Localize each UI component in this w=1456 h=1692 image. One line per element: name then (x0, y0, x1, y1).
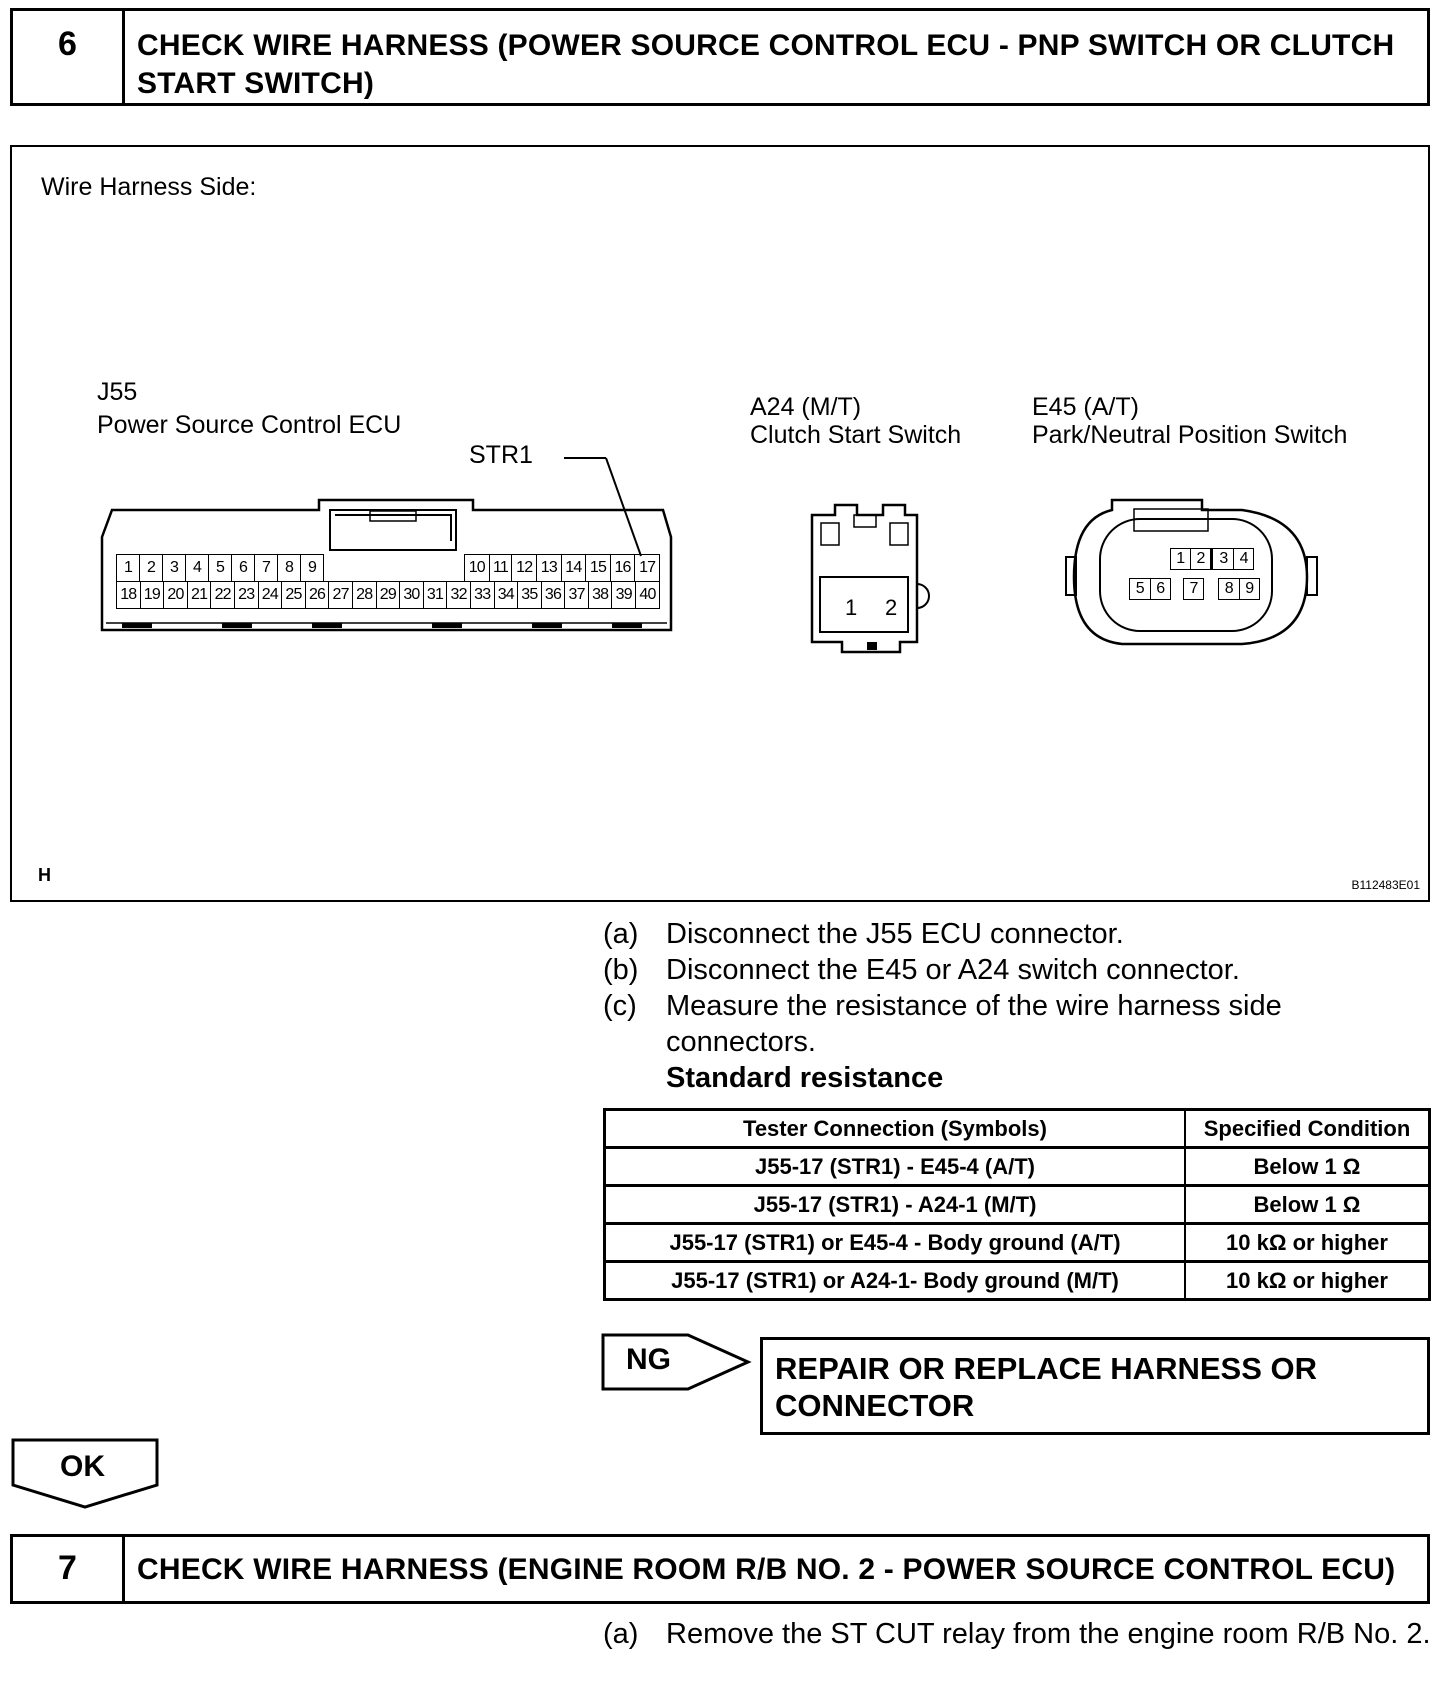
table-header-row (605, 1110, 1430, 1148)
a24-pin-1: 1 (845, 595, 858, 620)
pin: 9 (1239, 579, 1260, 600)
step-title: CHECK WIRE HARNESS (POWER SOURCE CONTROL ECU - PNP SWITCH OR CLUTCH START SWITCH) (137, 29, 1395, 100)
pin: 24 (258, 582, 282, 609)
procedure-label: (a) (603, 918, 639, 950)
pin-str1: 17 (635, 555, 660, 582)
pin: 29 (376, 582, 400, 609)
table-cell: J55-17 (STR1) or E45-4 - Body ground (A/T) (605, 1224, 1186, 1262)
connector-outlines (12, 147, 1428, 900)
ng-arrow-icon (600, 1332, 752, 1394)
a24-name: Clutch Start Switch (750, 421, 962, 449)
figure-id: B112483E01 (1351, 878, 1420, 892)
corner-mark: H (38, 865, 51, 885)
table-row (605, 1186, 1430, 1224)
table-row (605, 1148, 1430, 1186)
pin: 40 (636, 582, 660, 609)
pin: 10 (465, 555, 490, 582)
standard-resistance-heading: Standard resistance (666, 1062, 944, 1094)
pin: 11 (489, 555, 512, 582)
pin: 18 (117, 582, 141, 609)
e45-bottom-pins-b (1183, 578, 1204, 600)
table-cell: J55-17 (STR1) - E45-4 (A/T) (605, 1148, 1186, 1186)
pin: 31 (423, 582, 447, 609)
pin: 15 (586, 555, 611, 582)
pin: 3 (1212, 549, 1234, 570)
procedure-label: (c) (603, 990, 637, 1022)
table-cell: J55-17 (STR1) - A24-1 (M/T) (605, 1186, 1186, 1224)
table-cell: Below 1 Ω (1185, 1148, 1430, 1186)
pin: 8 (278, 555, 301, 582)
pin: 27 (329, 582, 353, 609)
pin: 5 (209, 555, 232, 582)
ok-label: OK (60, 1450, 105, 1483)
procedure-text: Remove the ST CUT relay from the engine room R/B No. 2. (666, 1618, 1431, 1650)
procedure-label: (b) (603, 954, 639, 986)
e45-bottom-pins-a (1129, 578, 1171, 600)
j55-pin-row-1-left (116, 554, 324, 582)
pin: 1 (1171, 549, 1191, 570)
e45-name: Park/Neutral Position Switch (1032, 421, 1348, 449)
ng-label: NG (626, 1343, 671, 1376)
ng-result-box: REPAIR OR REPLACE HARNESS OR CONNECTOR (760, 1337, 1430, 1435)
pin: 13 (537, 555, 562, 582)
pin: 37 (565, 582, 589, 609)
a24-pin-2: 2 (885, 595, 898, 620)
e45-top-pins (1170, 548, 1254, 570)
pin: 34 (494, 582, 518, 609)
j55-pin-row-1-right (464, 554, 660, 582)
pin: 33 (470, 582, 494, 609)
step-title: CHECK WIRE HARNESS (ENGINE ROOM R/B NO. 2 - POWER SOURCE CONTROL ECU) (137, 1553, 1396, 1586)
pin: 20 (164, 582, 188, 609)
pin: 39 (612, 582, 636, 609)
procedure-text: Disconnect the E45 or A24 switch connector. (666, 954, 1240, 986)
pin: 14 (561, 555, 586, 582)
pin: 5 (1130, 579, 1151, 600)
table-cell: Below 1 Ω (1185, 1186, 1430, 1224)
table-cell: 10 kΩ or higher (1185, 1224, 1430, 1262)
step-number: 6 (13, 11, 125, 103)
str1-label: STR1 (469, 441, 533, 469)
step-7-header (10, 1534, 1430, 1604)
step-6-header (10, 8, 1430, 106)
pin: 21 (187, 582, 211, 609)
pin: 1 (117, 555, 140, 582)
pin: 23 (234, 582, 258, 609)
procedure-text: Measure the resistance of the wire harness side connectors. (666, 990, 1282, 1058)
procedure-text: Disconnect the J55 ECU connector. (666, 918, 1124, 950)
pin: 9 (301, 555, 324, 582)
connector-illustration (10, 145, 1430, 902)
pin: 30 (400, 582, 424, 609)
pin: 38 (588, 582, 612, 609)
pin: 16 (610, 555, 635, 582)
pin: 19 (140, 582, 164, 609)
e45-bottom-pins-c (1218, 578, 1260, 600)
pin: 7 (1184, 579, 1204, 600)
pin: 4 (186, 555, 209, 582)
resistance-table (603, 1108, 1431, 1301)
a24-code: A24 (M/T) (750, 393, 862, 421)
j55-pin-row-2 (116, 581, 660, 609)
pin: 35 (518, 582, 542, 609)
pin: 22 (211, 582, 235, 609)
j55-code: J55 (97, 378, 138, 406)
pin: 2 (1190, 549, 1212, 570)
table-cell: 10 kΩ or higher (1185, 1262, 1430, 1300)
table-row (605, 1262, 1430, 1300)
procedure-label: (a) (603, 1618, 639, 1650)
e45-code: E45 (A/T) (1032, 393, 1139, 421)
step-number: 7 (13, 1537, 125, 1601)
j55-name: Power Source Control ECU (97, 411, 402, 439)
wire-harness-side-label: Wire Harness Side: (41, 173, 257, 201)
table-row (605, 1224, 1430, 1262)
table-cell: J55-17 (STR1) or A24-1- Body ground (M/T) (605, 1262, 1186, 1300)
pin: 4 (1234, 549, 1254, 570)
pin: 32 (447, 582, 471, 609)
pin: 7 (255, 555, 278, 582)
pin: 28 (352, 582, 376, 609)
pin: 8 (1219, 579, 1240, 600)
pin: 26 (305, 582, 329, 609)
column-header: Tester Connection (Symbols) (605, 1110, 1186, 1148)
pin: 2 (140, 555, 163, 582)
pin: 25 (282, 582, 306, 609)
column-header: Specified Condition (1185, 1110, 1430, 1148)
pin: 6 (232, 555, 255, 582)
pin: 12 (512, 555, 537, 582)
pin: 36 (541, 582, 565, 609)
pin: 3 (163, 555, 186, 582)
pin: 6 (1150, 579, 1171, 600)
